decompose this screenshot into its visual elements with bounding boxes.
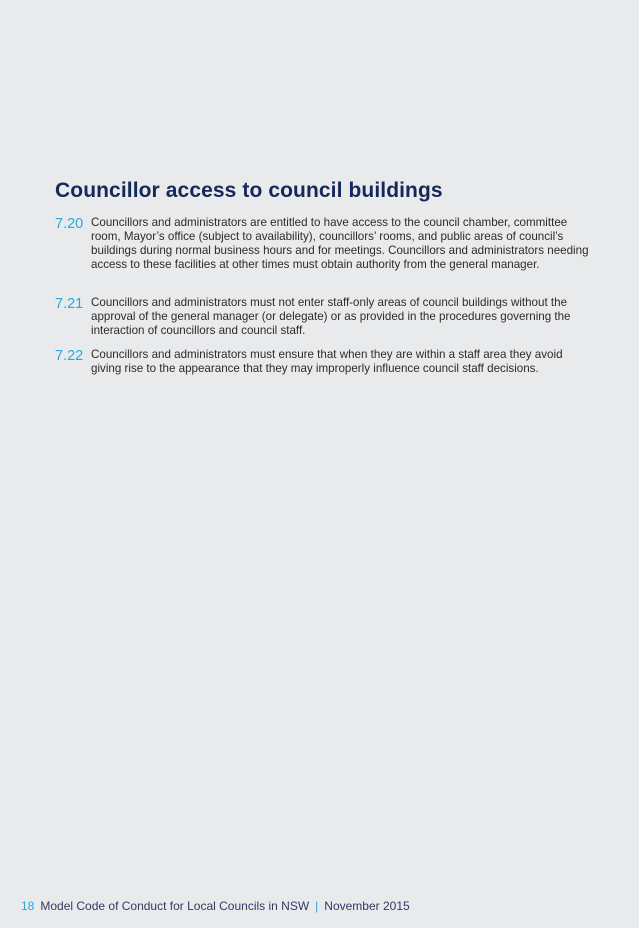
clause-7-20 <box>55 216 595 272</box>
clause-number: 7.20 <box>55 216 84 232</box>
section-heading: Councillor access to council buildings <box>55 179 443 202</box>
clause-text: Councillors and administrators must ensure that when they are within a staff area they avoid giving rise to the appearance that they may improperly influence council staff decisions. <box>91 348 563 375</box>
clause-text: Councillors and administrators are entitled to have access to the council chamber, committee room, Mayor’s office (subject to availability), councillors’ rooms, and public areas of council’s buildings during normal business hours and for meetings. Councillors and administrators needing access to these facilities at other times must obtain authority from the general manager. <box>91 216 589 271</box>
page-number: 18 <box>21 899 35 913</box>
footer-separator: | <box>315 899 319 913</box>
page-footer <box>21 899 410 913</box>
clause-7-22 <box>55 348 595 376</box>
footer-document-title: Model Code of Conduct for Local Councils in NSW <box>40 899 310 913</box>
footer-date: November 2015 <box>324 899 410 913</box>
clause-7-21 <box>55 296 595 338</box>
clause-number: 7.21 <box>55 296 84 312</box>
clause-number: 7.22 <box>55 348 84 364</box>
clause-text: Councillors and administrators must not enter staff-only areas of council buildings without the approval of the general manager (or delegate) or as provided in the procedures governing the interaction of councillors and council staff. <box>91 296 571 337</box>
